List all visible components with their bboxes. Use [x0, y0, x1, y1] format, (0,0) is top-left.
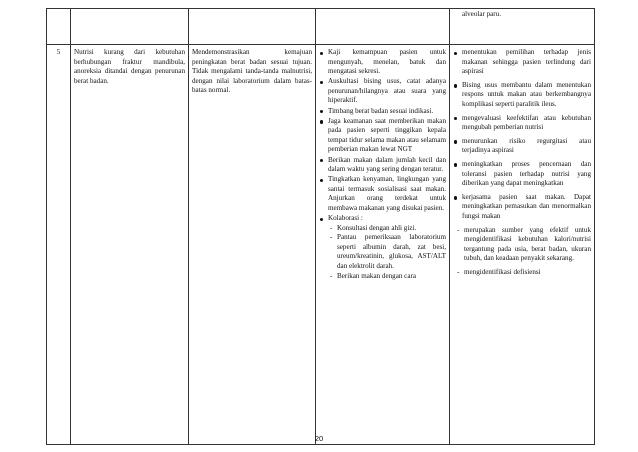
table-row [47, 45, 595, 445]
goal-text: Mendemonstrasikan kemajuan peningkatan berat badan sesuai tujuan. Tidak mengalami tanda-tanda malnutrisi, dengan nilai laboratorium dalam batas-batas normal. [192, 48, 312, 95]
rationale-cell [450, 45, 595, 445]
list-item: Tingkatkan kenyaman, lingkungan yang santai termasuk sosialisasi saat makan. Anjurkan orang terdekat untuk membawa makanan yang disukai pasien. [319, 175, 446, 213]
row-number: 5 [47, 45, 71, 445]
intervention-cell [316, 9, 450, 45]
list-item: Jaga keamanan saat memberikan makan pada pasien seperti tinggikan kepala tempat tidur selama makan atau selamam pemberian makan lewat NGT [319, 117, 446, 155]
list-item: Auskultasi bising usus, catat adanya penurunan/hilangnya atau suara yang hiperaktif. [319, 77, 446, 106]
diagnosis-cell [71, 9, 189, 45]
table-row [47, 9, 595, 45]
list-item: Kaji kemampuan pasien untuk mengunyah, menelan, batuk dan mengatasi sekresi. [319, 48, 446, 77]
diagnosis-cell [71, 45, 189, 445]
list-item: Timbang berat badan sesuai indikasi. [319, 107, 446, 117]
diagnosis-text: Nutrisi kurang dari kebutuhan berhubungan fraktur mandibula, anoreksia ditandai dengan penurunan berat badan. [74, 48, 185, 85]
list-item: - mengidentifikasi defisiensi [455, 268, 591, 278]
list-item [319, 214, 446, 281]
list-item: - Pantau pemeriksaan laboratorium seperti albumin darah, zat besi, ureum/kreatinin, glukosa, AST/ALT dan elektrolit darah. [328, 233, 446, 271]
list-item: meningkatkan proses pencernaan dan toleransi pasien terhadap nutrisi yang diberikan yang dapat meningkatkan [453, 160, 591, 189]
goal-cell [189, 9, 316, 45]
list-item: menurunkan risiko regurgitasi atau terjadinya aspirasi [453, 137, 591, 156]
intervention-cell [316, 45, 450, 445]
rationale-continued-text: alveolar paru. [462, 10, 501, 18]
number-cell [47, 9, 71, 45]
list-item: Berikan makan dalam jumlah kecil dan dalam waktu yang sering dengan teratur. [319, 156, 446, 175]
list-item: kerjasama pasien saat makan. Dapat meningkatkan pemasukan dan menormalkan fungsi makan [453, 193, 591, 222]
care-plan-table [46, 8, 595, 445]
list-item: - Konsultasi dengan ahli gizi. [328, 224, 446, 234]
list-item: mengevaluasi keefektifan atau kebutuhan mengubah pemberian nutrisi [453, 114, 591, 133]
list-item: - merupakan sumber yang efektif untuk mengidentifikasi kebutuhan kalori/nutrisi tergantung pada usia, berat badan, ukuran tubuh, dan keadaan penyakit sekarang. [455, 226, 591, 264]
page-number: 20 [314, 434, 324, 443]
rationale-cell [450, 9, 595, 45]
collaboration-label: Kolaborasi : [328, 214, 363, 223]
list-item: - Berikan makan dengan cara [328, 272, 446, 282]
list-item: menentukan pemilihan terhadap jenis makanan sehingga pasien terlindung dari aspirasi [453, 48, 591, 77]
nursing-care-plan-page [46, 8, 594, 445]
goal-cell [189, 45, 316, 445]
list-item: Bising usus membantu dalam menentukan respons untuk makan atau berkembangnya komplikasi seperti paralitik ileus. [453, 81, 591, 110]
